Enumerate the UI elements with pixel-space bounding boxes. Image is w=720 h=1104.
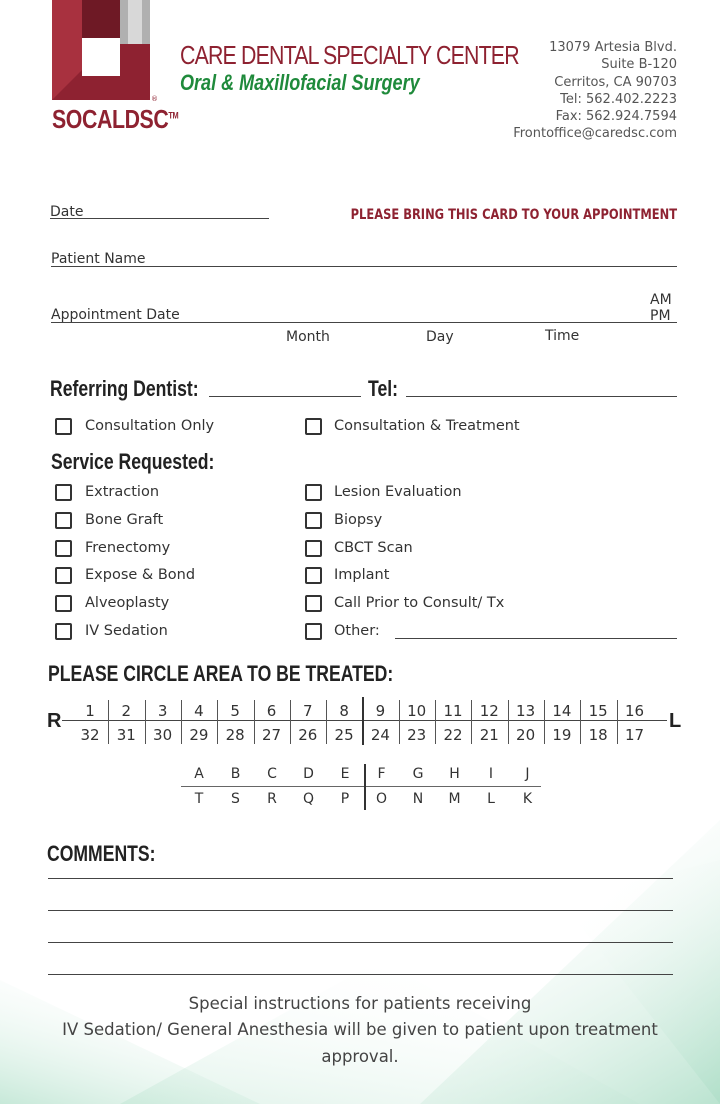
- tooth-number[interactable]: 32: [80, 726, 100, 744]
- primary-tooth-letter[interactable]: P: [340, 791, 350, 807]
- tooth-number[interactable]: 16: [624, 702, 645, 720]
- tooth-number[interactable]: 12: [479, 702, 499, 720]
- service-checkbox[interactable]: [55, 623, 72, 640]
- service-checkbox[interactable]: [305, 540, 322, 557]
- address-street: 13079 Artesia Blvd.: [549, 40, 677, 55]
- primary-tooth-letter[interactable]: C: [267, 766, 277, 782]
- tooth-number[interactable]: 3: [157, 702, 168, 720]
- consultation-treatment-checkbox[interactable]: [305, 418, 322, 435]
- tooth-number[interactable]: 13: [516, 702, 536, 720]
- tooth-divider: [435, 700, 436, 744]
- service-checkbox[interactable]: [55, 540, 72, 557]
- tooth-divider: [108, 700, 109, 744]
- tooth-number[interactable]: 28: [225, 726, 245, 744]
- service-label: Call Prior to Consult/ Tx: [334, 595, 505, 611]
- month-label: Month: [286, 329, 330, 345]
- tooth-number[interactable]: 4: [194, 702, 204, 720]
- service-label: CBCT Scan: [334, 540, 413, 556]
- footer-instructions-line1: Special instructions for patients receiving: [188, 994, 532, 1013]
- consultation-only-label: Consultation Only: [85, 418, 215, 434]
- brand-specialty: Oral & Maxillofacial Surgery: [180, 70, 420, 95]
- tooth-number[interactable]: 25: [334, 726, 354, 744]
- tooth-number[interactable]: 24: [370, 726, 390, 744]
- email: Frontoffice@caredsc.com: [513, 126, 677, 141]
- tooth-number[interactable]: 7: [303, 702, 313, 720]
- appointment-date-field[interactable]: [51, 322, 677, 323]
- tooth-number[interactable]: 11: [443, 702, 463, 720]
- comment-line[interactable]: [48, 878, 673, 879]
- tooth-number[interactable]: 15: [588, 702, 608, 720]
- tooth-number[interactable]: 31: [116, 726, 136, 744]
- day-label: Day: [426, 329, 454, 345]
- teeth-chart-midline: [62, 720, 667, 721]
- tel-field[interactable]: [406, 396, 677, 397]
- tooth-number[interactable]: 26: [298, 726, 318, 744]
- tooth-number[interactable]: 23: [407, 726, 427, 744]
- primary-tooth-letter[interactable]: O: [375, 791, 388, 807]
- primary-tooth-letter[interactable]: Q: [302, 791, 315, 807]
- tooth-number[interactable]: 6: [266, 702, 277, 720]
- service-label: Bone Graft: [85, 512, 164, 528]
- primary-tooth-letter[interactable]: N: [412, 791, 424, 807]
- tooth-number[interactable]: 29: [189, 726, 209, 744]
- service-checkbox[interactable]: [305, 595, 322, 612]
- service-requested-heading: Service Requested:: [51, 449, 215, 474]
- tooth-divider: [617, 700, 618, 744]
- primary-tooth-letter[interactable]: A: [194, 766, 204, 782]
- tooth-number[interactable]: 10: [407, 702, 427, 720]
- date-label: Date: [50, 204, 84, 220]
- tel-label: Tel:: [368, 376, 398, 401]
- comment-line[interactable]: [48, 910, 673, 911]
- service-checkbox[interactable]: [55, 567, 72, 584]
- comment-line[interactable]: [48, 942, 673, 943]
- tooth-number[interactable]: 22: [443, 726, 463, 744]
- tooth-divider: [290, 700, 291, 744]
- logo-text: SOCALDSC™: [52, 104, 179, 134]
- service-label: Alveoplasty: [85, 595, 170, 611]
- primary-tooth-letter[interactable]: D: [303, 766, 314, 782]
- tooth-number[interactable]: 9: [375, 702, 386, 720]
- primary-tooth-letter[interactable]: K: [522, 791, 533, 807]
- date-field[interactable]: [50, 218, 269, 219]
- tooth-divider: [544, 700, 545, 744]
- fax: Fax: 562.924.7594: [555, 109, 677, 124]
- tooth-number[interactable]: 14: [552, 702, 572, 720]
- tooth-number[interactable]: 5: [230, 702, 240, 720]
- service-label: IV Sedation: [85, 623, 168, 639]
- tooth-divider: [181, 700, 182, 744]
- primary-tooth-letter[interactable]: T: [194, 791, 204, 807]
- primary-center-divider: [364, 764, 366, 810]
- other-label: Other:: [334, 623, 380, 639]
- tooth-number[interactable]: 30: [153, 726, 173, 744]
- tooth-number[interactable]: 1: [85, 702, 95, 720]
- service-checkbox[interactable]: [305, 512, 322, 529]
- tooth-number[interactable]: 19: [552, 726, 572, 744]
- consultation-treatment-label: Consultation & Treatment: [334, 418, 520, 434]
- time-label: Time: [545, 328, 580, 344]
- primary-tooth-letter[interactable]: M: [448, 791, 461, 807]
- primary-tooth-letter[interactable]: G: [412, 766, 424, 782]
- service-label: Implant: [334, 567, 390, 583]
- tooth-number[interactable]: 17: [624, 726, 645, 744]
- tooth-number[interactable]: 27: [261, 726, 282, 744]
- company-logo: [52, 0, 152, 102]
- footer-instructions-line2: IV Sedation/ General Anesthesia will be given to patient upon treatment: [62, 1020, 658, 1039]
- patient-name-label: Patient Name: [51, 251, 146, 267]
- primary-tooth-letter[interactable]: R: [267, 791, 277, 807]
- primary-tooth-letter[interactable]: S: [231, 791, 240, 807]
- treatment-area-heading: PLEASE CIRCLE AREA TO BE TREATED:: [48, 661, 394, 686]
- service-checkbox[interactable]: [55, 595, 72, 612]
- primary-tooth-letter[interactable]: J: [525, 766, 530, 782]
- service-checkbox[interactable]: [55, 512, 72, 529]
- patient-name-field[interactable]: [51, 266, 677, 267]
- brand-name: CARE DENTAL SPECIALTY CENTER: [180, 40, 519, 70]
- other-checkbox[interactable]: [305, 623, 322, 640]
- tooth-divider: [217, 700, 218, 744]
- service-checkbox[interactable]: [55, 484, 72, 501]
- tooth-divider: [508, 700, 509, 744]
- consultation-only-checkbox[interactable]: [55, 418, 72, 435]
- tooth-number[interactable]: 18: [588, 726, 608, 744]
- service-checkbox[interactable]: [305, 567, 322, 584]
- tooth-number[interactable]: 21: [479, 726, 499, 744]
- service-label: Frenectomy: [85, 540, 171, 556]
- other-field[interactable]: [395, 638, 677, 639]
- service-label: Extraction: [85, 484, 160, 500]
- referring-dentist-field[interactable]: [209, 396, 361, 397]
- tooth-number[interactable]: 2: [121, 702, 132, 720]
- tooth-divider: [145, 700, 146, 744]
- footer-instructions-line3: approval.: [321, 1047, 399, 1066]
- left-side-label: L: [669, 710, 682, 732]
- registered-mark: ®: [151, 95, 158, 103]
- comments-heading: COMMENTS:: [47, 841, 156, 866]
- tooth-divider: [254, 700, 255, 744]
- referring-dentist-label: Referring Dentist:: [50, 376, 199, 401]
- tooth-divider: [580, 700, 581, 744]
- tooth-number[interactable]: 8: [339, 702, 349, 720]
- tooth-divider: [326, 700, 327, 744]
- service-checkbox[interactable]: [305, 484, 322, 501]
- primary-tooth-letter[interactable]: L: [487, 791, 495, 807]
- teeth-center-divider: [362, 697, 364, 745]
- primary-tooth-letter[interactable]: E: [340, 766, 350, 782]
- pm-label: PM: [650, 308, 671, 324]
- comment-line[interactable]: [48, 974, 673, 975]
- address-city: Cerritos, CA 90703: [554, 75, 677, 90]
- appointment-notice: PLEASE BRING THIS CARD TO YOUR APPOINTMENT: [350, 207, 677, 223]
- primary-tooth-letter[interactable]: F: [377, 766, 386, 782]
- am-label: AM: [650, 292, 672, 308]
- phone: Tel: 562.402.2223: [560, 92, 677, 107]
- right-side-label: R: [47, 710, 62, 732]
- tooth-divider: [471, 700, 472, 744]
- service-label: Lesion Evaluation: [334, 484, 462, 500]
- service-label: Expose & Bond: [85, 567, 196, 583]
- tooth-divider: [399, 700, 400, 744]
- appointment-date-label: Appointment Date: [51, 307, 180, 323]
- primary-teeth-midline: [181, 786, 541, 787]
- primary-tooth-letter[interactable]: I: [488, 766, 494, 782]
- primary-tooth-letter[interactable]: H: [449, 766, 460, 782]
- tooth-number[interactable]: 20: [516, 726, 536, 744]
- primary-tooth-letter[interactable]: B: [230, 766, 241, 782]
- service-label: Biopsy: [334, 512, 383, 528]
- address-suite: Suite B-120: [601, 57, 677, 72]
